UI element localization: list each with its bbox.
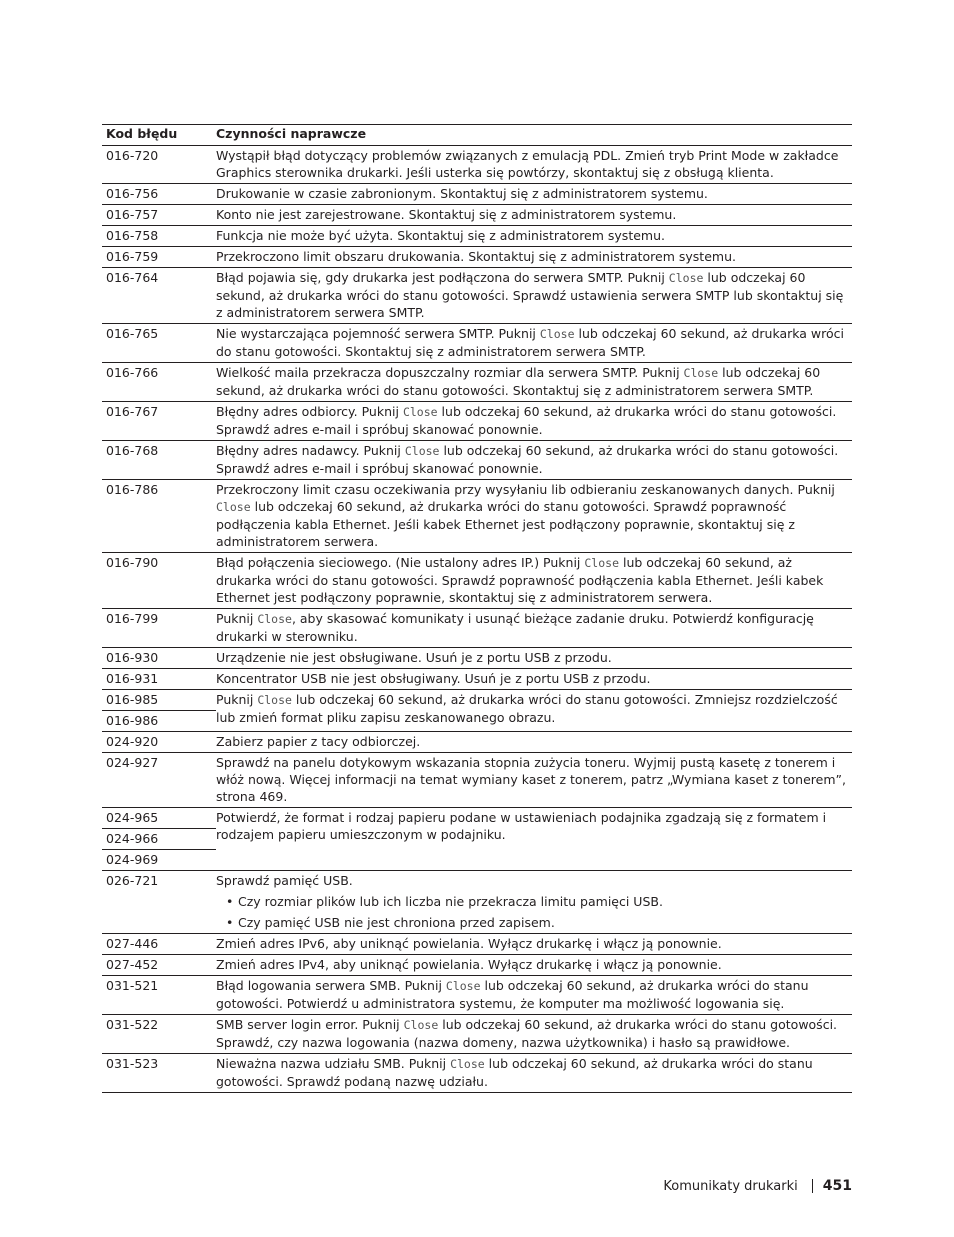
description-text: Koncentrator USB nie jest obsługiwany. Usuń je z portu USB z przodu. xyxy=(216,671,651,686)
error-code: 016-930 xyxy=(106,650,159,665)
close-button-label: Close xyxy=(450,1057,485,1071)
table-row xyxy=(102,808,852,871)
close-button-label: Close xyxy=(584,556,619,570)
action-description xyxy=(216,147,852,181)
bullet-list xyxy=(216,893,850,931)
action-description xyxy=(216,185,852,202)
header-action: Czynności naprawcze xyxy=(216,126,367,141)
action-description xyxy=(216,977,852,1012)
error-code: 016-764 xyxy=(106,270,159,285)
description-text: Nieważna nazwa udziału SMB. Puknij xyxy=(216,1056,451,1071)
action-description xyxy=(216,1055,852,1090)
footer-divider xyxy=(812,1179,813,1193)
description-text: Sprawdź na panelu dotykowym wskazania stopnia zużycia toneru. Wyjmij pustą kasetę z tonerem i włóż nową. Więcej informacji na temat wymiany kaset z tonerem, patrz „Wymiana kaset z tonerem”, strona 469. xyxy=(216,755,846,804)
error-code-table xyxy=(102,124,852,1093)
close-button-label: Close xyxy=(668,271,704,285)
description-text: lub odczekaj 60 sekund, aż drukarka wróci do stanu gotowości. Sprawdź ustawienia serwera SMTP lub skontaktuj się z administratorem serwera SMTP. xyxy=(216,270,844,320)
close-button-label: Close xyxy=(403,1018,439,1032)
description-text: Błąd pojawia się, gdy drukarka jest podłączona do serwera SMTP. Puknij xyxy=(216,270,669,285)
description-text: lub odczekaj 60 sekund, aż drukarka wróci do stanu gotowości. Skontaktuj się z administratorem serwera SMTP. xyxy=(216,326,845,359)
table-row xyxy=(102,324,852,363)
description-text: lub odczekaj 60 sekund, aż drukarka wróci do stanu gotowości. Sprawdź poprawność podłączenia kabla Ethernet. Jeśli kabek Ethernet jest podłączony poprawnie, skontaktuj się z administratorem serwera. xyxy=(216,499,795,549)
description-text: Konto nie jest zarejestrowane. Skontaktuj się z administratorem systemu. xyxy=(216,207,677,222)
description-text: Nie wystarczająca pojemność serwera SMTP. Puknij xyxy=(216,326,540,341)
error-code: 016-768 xyxy=(106,443,159,458)
action-description xyxy=(216,227,852,244)
close-button-label: Close xyxy=(402,405,438,419)
description-text: lub odczekaj 60 sekund, aż drukarka wróci do stanu gotowości. Skontaktuj się z administratorem serwera SMTP. xyxy=(216,365,821,398)
description-text: lub odczekaj 60 sekund, aż drukarka wróci do stanu gotowości. Zmniejsz rozdzielczość lub zmień format pliku zapisu zeskanowanego obrazu. xyxy=(216,692,838,725)
error-code: 026-721 xyxy=(106,873,159,888)
error-code xyxy=(102,690,216,731)
table-row xyxy=(102,934,852,955)
error-code-item: 024-965 xyxy=(102,808,216,829)
table-row xyxy=(102,184,852,205)
error-code: 016-756 xyxy=(106,186,159,201)
description-text: lub odczekaj 60 sekund, aż drukarka wróci do stanu gotowości. Sprawdź poprawność podłączenia kabla Ethernet. Jeśli kabek Ethernet jest podłączony poprawnie, skontaktuj się z administratorem serwera. xyxy=(216,555,824,605)
description-text: , aby skasować komunikaty i usunąć bieżące zadanie druku. Potwierdź konfigurację drukarki w sterowniku. xyxy=(216,611,814,644)
description-text: lub odczekaj 60 sekund, aż drukarka wróci do stanu gotowości. Sprawdź, czy nazwa logowania (nazwa domeny, nazwa użytkownika) i hasło są prawidłowe. xyxy=(216,1017,838,1050)
error-code: 016-767 xyxy=(106,404,159,419)
table-row xyxy=(102,226,852,247)
table-row xyxy=(102,268,852,324)
description-text: Wystąpił błąd dotyczący problemów związanych z emulacją PDL. Zmień tryb Print Mode w zakładce Graphics sterownika drukarki. Jeśli usterka się powtórzy, skontaktuj się z obsługą klienta. xyxy=(216,148,839,180)
table-row xyxy=(102,871,852,934)
description-text: Błąd logowania serwera SMB. Puknij xyxy=(216,978,446,993)
table-row xyxy=(102,690,852,732)
action-description xyxy=(216,733,852,750)
error-code: 027-452 xyxy=(106,957,159,972)
close-button-label: Close xyxy=(257,612,292,626)
description-text: Zmień adres IPv6, aby uniknąć powielania. Wyłącz drukarkę i włącz ją ponownie. xyxy=(216,936,722,951)
action-description xyxy=(216,364,852,399)
description-text: Błędny adres odbiorcy. Puknij xyxy=(216,404,403,419)
action-description xyxy=(216,325,852,360)
description-text: Przekroczono limit obszaru drukowania. Skontaktuj się z administratorem systemu. xyxy=(216,249,736,264)
error-code-item: 016-986 xyxy=(106,713,159,728)
action-description xyxy=(216,442,852,477)
description-text: Wielkość maila przekracza dopuszczalny rozmiar dla serwera SMTP. Puknij xyxy=(216,365,684,380)
table-row xyxy=(102,1015,852,1054)
bullet-item: • Czy rozmiar plików lub ich liczba nie przekracza limitu pamięci USB. xyxy=(226,893,850,910)
close-button-label: Close xyxy=(683,366,719,380)
action-description xyxy=(216,670,852,687)
error-code: 016-757 xyxy=(106,207,159,222)
error-code: 016-931 xyxy=(106,671,159,686)
table-row xyxy=(102,669,852,690)
table-row xyxy=(102,1054,852,1093)
action-description xyxy=(216,610,852,645)
error-code: 016-758 xyxy=(106,228,159,243)
description-text: Błąd połączenia sieciowego. (Nie ustalony adres IP.) Puknij xyxy=(216,555,585,570)
table-row xyxy=(102,976,852,1015)
description-text: Zabierz papier z tacy odbiorczej. xyxy=(216,734,421,749)
action-description xyxy=(216,935,852,952)
description-text: lub odczekaj 60 sekund, aż drukarka wróci do stanu gotowości. Sprawdź adres e-mail i spróbuj skanować ponownie. xyxy=(216,404,837,437)
action-description xyxy=(216,808,852,870)
description-text: Zmień adres IPv4, aby uniknąć powielania. Wyłącz drukarkę i włącz ją ponownie. xyxy=(216,957,722,972)
action-description xyxy=(216,206,852,223)
description-text: Potwierdź, że format i rodzaj papieru podane w ustawieniach podajnika zgadzają się z formatem i rodzajem papieru umieszczonym w podajniku. xyxy=(216,810,827,842)
close-button-label: Close xyxy=(404,444,440,458)
description-text: Funkcja nie może być użyta. Skontaktuj się z administratorem systemu. xyxy=(216,228,665,243)
description-text: Puknij xyxy=(216,611,258,626)
table-row xyxy=(102,609,852,648)
description-text: Puknij xyxy=(216,692,258,707)
table-body xyxy=(102,146,852,1093)
action-description xyxy=(216,872,852,931)
table-row xyxy=(102,955,852,976)
bullet-item: • Czy pamięć USB nie jest chroniona przed zapisem. xyxy=(226,914,850,931)
header-code: Kod błędu xyxy=(106,126,178,141)
error-code: 016-765 xyxy=(106,326,159,341)
error-code: 031-521 xyxy=(106,978,159,993)
error-code: 016-790 xyxy=(106,555,159,570)
table-row xyxy=(102,363,852,402)
description-text: Sprawdź pamięć USB. xyxy=(216,873,353,888)
description-text: lub odczekaj 60 sekund, aż drukarka wróci do stanu gotowości. Sprawdź podaną nazwę udziału. xyxy=(216,1056,813,1089)
error-code-item: 024-969 xyxy=(106,852,159,867)
error-code: 024-920 xyxy=(106,734,159,749)
error-code: 031-523 xyxy=(106,1056,159,1071)
page-number: 451 xyxy=(822,1178,852,1194)
action-description xyxy=(216,1016,852,1051)
table-row xyxy=(102,205,852,226)
description-text: SMB server login error. Puknij xyxy=(216,1017,404,1032)
action-description xyxy=(216,554,852,606)
table-row xyxy=(102,441,852,480)
table-row xyxy=(102,553,852,609)
table-row xyxy=(102,146,852,184)
error-code: 027-446 xyxy=(106,936,159,951)
error-code: 016-720 xyxy=(106,148,159,163)
description-text: Drukowanie w czasie zabronionym. Skontaktuj się z administratorem systemu. xyxy=(216,186,708,201)
action-description xyxy=(216,690,852,731)
error-code: 024-927 xyxy=(106,755,159,770)
table-row xyxy=(102,480,852,553)
error-code: 031-522 xyxy=(106,1017,159,1032)
action-description xyxy=(216,649,852,666)
footer-section-title: Komunikaty drukarki xyxy=(663,1178,798,1194)
description-text: Przekroczony limit czasu oczekiwania przy wysyłaniu lib odbieraniu zeskanowanych danych. Puknij xyxy=(216,482,835,497)
error-code xyxy=(102,808,216,870)
description-text: Urządzenie nie jest obsługiwane. Usuń je z portu USB z przodu. xyxy=(216,650,612,665)
action-description xyxy=(216,754,852,805)
action-description xyxy=(216,956,852,973)
description-text: Błędny adres nadawcy. Puknij xyxy=(216,443,405,458)
action-description xyxy=(216,481,852,550)
description-text: lub odczekaj 60 sekund, aż drukarka wróci do stanu gotowości. Potwierdź u administratora systemu, że komputer ma możliwość logowania się. xyxy=(216,978,809,1011)
error-code: 016-759 xyxy=(106,249,159,264)
table-row xyxy=(102,402,852,441)
action-description xyxy=(216,269,852,321)
error-code-item: 016-985 xyxy=(102,690,216,711)
error-code: 016-799 xyxy=(106,611,159,626)
table-header xyxy=(102,124,852,146)
action-description xyxy=(216,248,852,265)
table-row xyxy=(102,648,852,669)
error-code: 016-786 xyxy=(106,482,159,497)
close-button-label: Close xyxy=(445,979,481,993)
close-button-label: Close xyxy=(216,500,251,514)
close-button-label: Close xyxy=(539,327,575,341)
error-code-item: 024-966 xyxy=(102,829,216,850)
close-button-label: Close xyxy=(257,693,292,707)
table-row xyxy=(102,247,852,268)
action-description xyxy=(216,403,852,438)
table-row xyxy=(102,753,852,808)
table-row xyxy=(102,732,852,753)
description-text: lub odczekaj 60 sekund, aż drukarka wróci do stanu gotowości. Sprawdź adres e-mail i spróbuj skanować ponownie. xyxy=(216,443,839,476)
page-footer xyxy=(663,1178,852,1194)
error-code: 016-766 xyxy=(106,365,159,380)
